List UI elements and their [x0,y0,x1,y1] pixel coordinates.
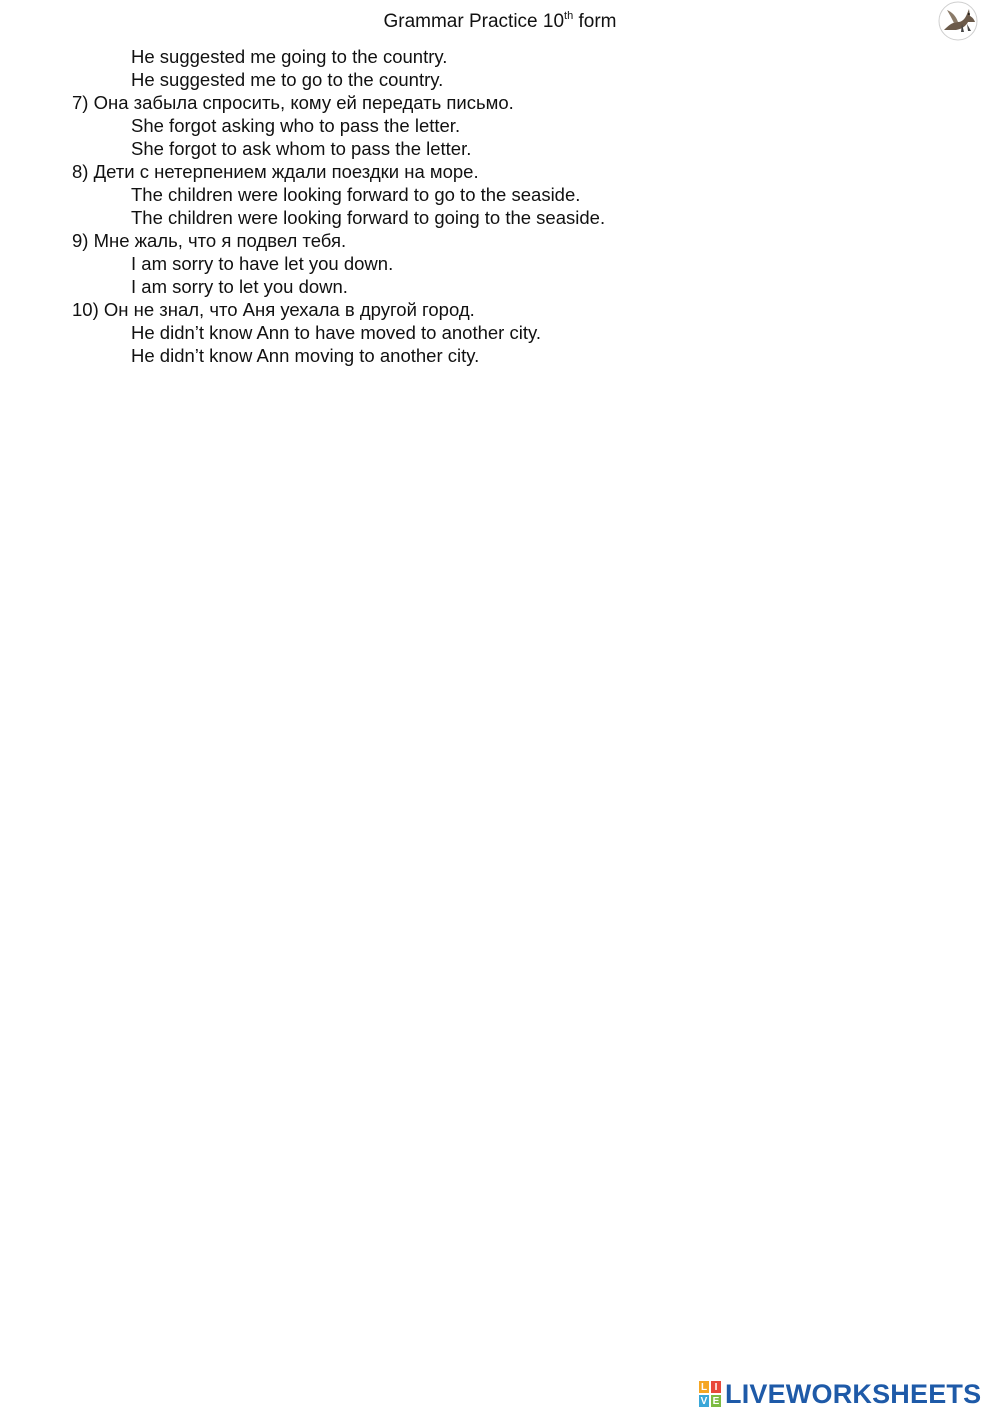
answer-option: The children were looking forward to going to the seaside. [131,207,606,228]
liveworksheets-mark-letter: L [698,1380,710,1394]
answer-option: He suggested me going to the country. [131,46,448,67]
question-prompt: 8) Дети с нетерпением ждали поездки на море. [72,161,479,182]
liveworksheets-mark-letter: V [698,1394,710,1408]
page-title [0,10,1000,36]
question-prompt: 7) Она забыла спросить, кому ей передать письмо. [72,92,514,113]
bird-logo-icon [934,0,982,42]
liveworksheets-mark-letter: I [710,1380,722,1394]
answer-option: She forgot asking who to pass the letter. [131,115,461,136]
answer-option: He suggested me to go to the country. [131,69,444,90]
answer-option: I am sorry to let you down. [131,276,348,297]
liveworksheets-mark-icon [698,1380,722,1408]
page-title-main: Grammar Practice 10 [383,11,565,32]
answer-option: She forgot to ask whom to pass the letter. [131,138,472,159]
answer-option: He didn’t know Ann to have moved to another city. [131,322,541,343]
liveworksheets-mark-letter: E [710,1394,722,1408]
page-title-end: form [573,11,617,32]
exercise-content [72,45,972,367]
answer-option: He didn’t know Ann moving to another city. [131,345,480,366]
answer-option: The children were looking forward to go to the seaside. [131,184,581,205]
answer-option: I am sorry to have let you down. [131,253,394,274]
liveworksheets-logo [698,1379,981,1409]
page-title-superscript: th [564,10,574,22]
question-prompt: 9) Мне жаль, что я подвел тебя. [72,230,347,251]
liveworksheets-brand: LIVEWORKSHEETS [725,1379,982,1409]
question-prompt: 10) Он не знал, что Аня уехала в другой город. [72,299,475,320]
